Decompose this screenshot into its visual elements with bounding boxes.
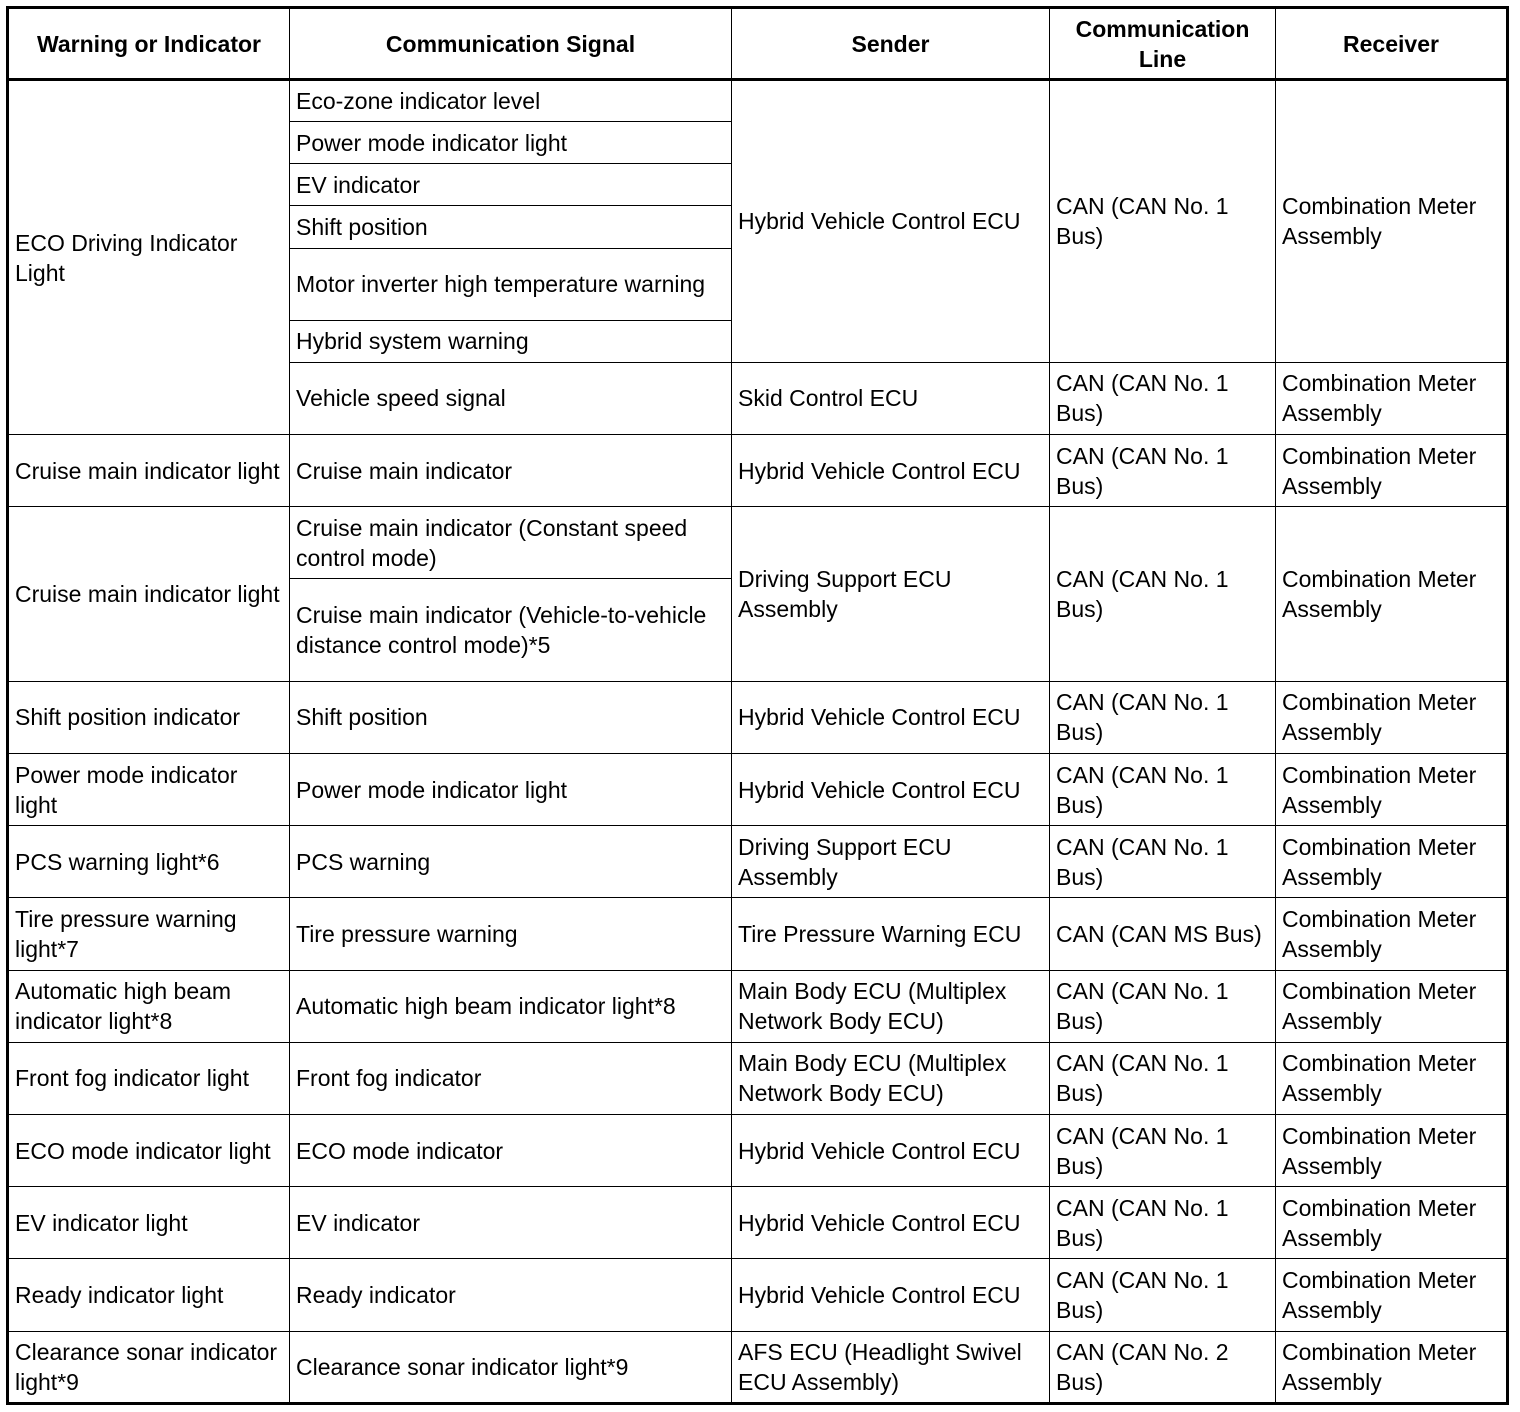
sender-cell: Skid Control ECU (732, 362, 1050, 434)
signal-cell: Motor inverter high temperature warning (290, 248, 732, 320)
signal-cell: Tire pressure warning (290, 898, 732, 970)
signal-cell: Automatic high beam indicator light*8 (290, 970, 732, 1042)
warning-cell: Power mode indicator light (8, 753, 290, 825)
signal-cell: ECO mode indicator (290, 1114, 732, 1186)
signal-cell: Eco-zone indicator level (290, 80, 732, 122)
sender-cell: Hybrid Vehicle Control ECU (732, 80, 1050, 363)
signal-cell: Hybrid system warning (290, 320, 732, 362)
table-row (8, 1114, 1508, 1186)
table-row (8, 1187, 1508, 1259)
warning-cell: ECO Driving Indicator Light (8, 80, 290, 435)
table-row (8, 1331, 1508, 1403)
signal-cell: Cruise main indicator (Vehicle-to-vehicle distance control mode)*5 (290, 579, 732, 681)
line-cell: CAN (CAN No. 1 Bus) (1050, 507, 1276, 682)
signal-cell: Shift position (290, 206, 732, 248)
warning-cell: Cruise main indicator light (8, 507, 290, 682)
warning-cell: Shift position indicator (8, 681, 290, 753)
header-warning: Warning or Indicator (8, 8, 290, 80)
table-row (8, 898, 1508, 970)
line-cell: CAN (CAN No. 1 Bus) (1050, 362, 1276, 434)
signal-cell: PCS warning (290, 826, 732, 898)
receiver-cell: Combination Meter Assembly (1276, 681, 1508, 753)
warning-cell: PCS warning light*6 (8, 826, 290, 898)
line-cell: CAN (CAN No. 2 Bus) (1050, 1331, 1276, 1403)
signal-cell: Shift position (290, 681, 732, 753)
sender-cell: Main Body ECU (Multiplex Network Body ECU) (732, 970, 1050, 1042)
signal-cell: Ready indicator (290, 1259, 732, 1331)
table-row (8, 970, 1508, 1042)
communication-table (6, 6, 1509, 1405)
warning-cell: Cruise main indicator light (8, 435, 290, 507)
table-row (8, 435, 1508, 507)
header-receiver: Receiver (1276, 8, 1508, 80)
sender-cell: Tire Pressure Warning ECU (732, 898, 1050, 970)
signal-cell: Clearance sonar indicator light*9 (290, 1331, 732, 1403)
table-row (8, 1042, 1508, 1114)
table-row (8, 753, 1508, 825)
sender-cell: Hybrid Vehicle Control ECU (732, 435, 1050, 507)
warning-cell: Automatic high beam indicator light*8 (8, 970, 290, 1042)
sender-cell: Main Body ECU (Multiplex Network Body ECU) (732, 1042, 1050, 1114)
signal-cell: Power mode indicator light (290, 753, 732, 825)
receiver-cell: Combination Meter Assembly (1276, 1114, 1508, 1186)
warning-cell: Tire pressure warning light*7 (8, 898, 290, 970)
table-row (8, 1259, 1508, 1331)
receiver-cell: Combination Meter Assembly (1276, 753, 1508, 825)
line-cell: CAN (CAN No. 1 Bus) (1050, 681, 1276, 753)
receiver-cell: Combination Meter Assembly (1276, 1331, 1508, 1403)
header-line: Communication Line (1050, 8, 1276, 80)
sender-cell: Hybrid Vehicle Control ECU (732, 681, 1050, 753)
sender-cell: Driving Support ECU Assembly (732, 507, 1050, 682)
header-signal: Communication Signal (290, 8, 732, 80)
line-cell: CAN (CAN MS Bus) (1050, 898, 1276, 970)
table-row (8, 80, 1508, 122)
sender-cell: AFS ECU (Headlight Swivel ECU Assembly) (732, 1331, 1050, 1403)
warning-cell: EV indicator light (8, 1187, 290, 1259)
signal-cell: EV indicator (290, 1187, 732, 1259)
line-cell: CAN (CAN No. 1 Bus) (1050, 80, 1276, 363)
line-cell: CAN (CAN No. 1 Bus) (1050, 435, 1276, 507)
line-cell: CAN (CAN No. 1 Bus) (1050, 1114, 1276, 1186)
sender-cell: Hybrid Vehicle Control ECU (732, 753, 1050, 825)
receiver-cell: Combination Meter Assembly (1276, 80, 1508, 363)
line-cell: CAN (CAN No. 1 Bus) (1050, 753, 1276, 825)
signal-cell: EV indicator (290, 164, 732, 206)
receiver-cell: Combination Meter Assembly (1276, 1187, 1508, 1259)
line-cell: CAN (CAN No. 1 Bus) (1050, 1187, 1276, 1259)
sender-cell: Hybrid Vehicle Control ECU (732, 1259, 1050, 1331)
signal-cell: Power mode indicator light (290, 122, 732, 164)
warning-cell: Clearance sonar indicator light*9 (8, 1331, 290, 1403)
receiver-cell: Combination Meter Assembly (1276, 507, 1508, 682)
receiver-cell: Combination Meter Assembly (1276, 826, 1508, 898)
warning-cell: Ready indicator light (8, 1259, 290, 1331)
receiver-cell: Combination Meter Assembly (1276, 1042, 1508, 1114)
line-cell: CAN (CAN No. 1 Bus) (1050, 970, 1276, 1042)
table-row (8, 681, 1508, 753)
receiver-cell: Combination Meter Assembly (1276, 435, 1508, 507)
line-cell: CAN (CAN No. 1 Bus) (1050, 826, 1276, 898)
header-row (8, 8, 1508, 80)
table-row (8, 826, 1508, 898)
header-sender: Sender (732, 8, 1050, 80)
receiver-cell: Combination Meter Assembly (1276, 970, 1508, 1042)
line-cell: CAN (CAN No. 1 Bus) (1050, 1042, 1276, 1114)
line-cell: CAN (CAN No. 1 Bus) (1050, 1259, 1276, 1331)
signal-cell: Front fog indicator (290, 1042, 732, 1114)
signal-cell: Cruise main indicator (Constant speed control mode) (290, 507, 732, 579)
sender-cell: Hybrid Vehicle Control ECU (732, 1187, 1050, 1259)
warning-cell: Front fog indicator light (8, 1042, 290, 1114)
table-row (8, 507, 1508, 579)
warning-cell: ECO mode indicator light (8, 1114, 290, 1186)
receiver-cell: Combination Meter Assembly (1276, 898, 1508, 970)
signal-cell: Cruise main indicator (290, 435, 732, 507)
sender-cell: Hybrid Vehicle Control ECU (732, 1114, 1050, 1186)
signal-cell: Vehicle speed signal (290, 362, 732, 434)
receiver-cell: Combination Meter Assembly (1276, 1259, 1508, 1331)
sender-cell: Driving Support ECU Assembly (732, 826, 1050, 898)
receiver-cell: Combination Meter Assembly (1276, 362, 1508, 434)
